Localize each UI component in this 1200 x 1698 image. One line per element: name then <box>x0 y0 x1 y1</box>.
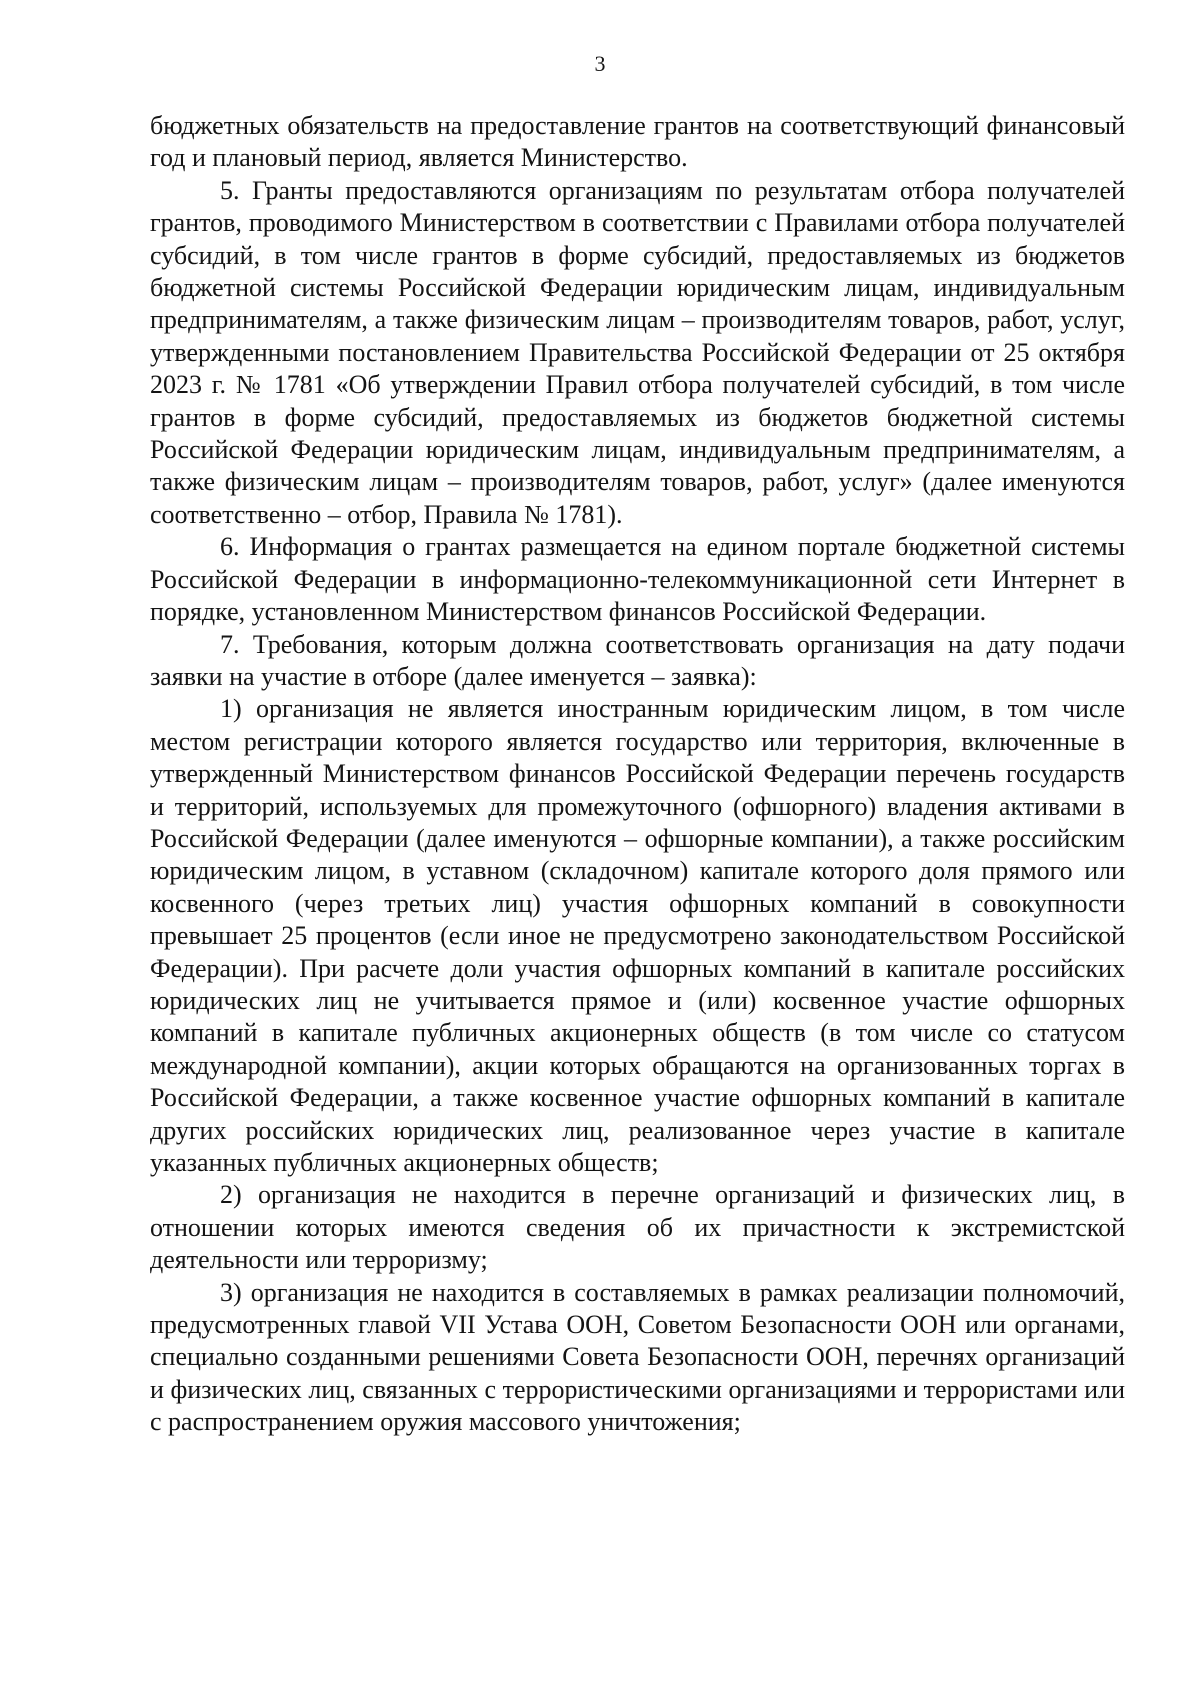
paragraph-subitem-1: 1) организация не является иностранным юридическим лицом, в том числе местом регистрации которого является государство или территория, включенные в утвержденный Министерством финансов Российской Федерации перечень государств и территорий, используемых для промежуточного (офшорного) владения активами в Российской Федерации (далее именуются – офшорные компании), а также российским юридическим лицом, в уставном (складочном) капитале которого доля прямого или косвенного (через третьих лиц) участия офшорных компаний в совокупности превышает 25 процентов (если иное не предусмотрено законодательством Российской Федерации). При расчете доли участия офшорных компаний в капитале российских юридических лиц не учитывается прямое и (или) косвенное участие офшорных компаний в капитале публичных акционерных обществ (в том числе со статусом международной компании), акции которых обращаются на организованных торгах в Российской Федерации, а также косвенное участие офшорных компаний в капитале других российских юридических лиц, реализованное через участие в капитале указанных публичных акционерных обществ; <box>150 694 1125 1177</box>
paragraph-subitem-2: 2) организация не находится в перечне организаций и физических лиц, в отношении которых имеются сведения об их причастности к экстремистской деятельности или терроризму; <box>150 1180 1125 1275</box>
page-number: 3 <box>594 51 606 76</box>
paragraph-item-6: 6. Информация о грантах размещается на едином портале бюджетной системы Российской Федерации в информационно-телекоммуникационной сети Интернет в порядке, установленном Министерством финансов Российской Федерации. <box>150 532 1125 627</box>
paragraph-item-5: 5. Гранты предоставляются организациям по результатам отбора получателей грантов, проводимого Министерством в соответствии с Правилами отбора получателей субсидий, в том числе грантов в форме субсидий, предоставляемых из бюджетов бюджетной системы Российской Федерации юридическим лицам, индивидуальным предпринимателям, а также физическим лицам – производителям товаров, работ, услуг, утвержденными постановлением Правительства Российской Федерации от 25 октября 2023 г. № 1781 «Об утверждении Правил отбора получателей субсидий, в том числе грантов в форме субсидий, предоставляемых из бюджетов бюджетной системы Российской Федерации юридическим лицам, индивидуальным предпринимателям, а также физическим лицам – производителям товаров, работ, услуг» (далее именуются соответственно – отбор, Правила № 1781). <box>150 175 1125 529</box>
document-body <box>150 110 1125 1439</box>
paragraph-subitem-3: 3) организация не находится в составляемых в рамках реализации полномочий, предусмотренных главой VII Устава ООН, Советом Безопасности ООН или органами, специально созданными решениями Совета Безопасности ООН, перечнях организаций и физических лиц, связанных с террористическими организациями и террористами или с распространением оружия массового уничтожения; <box>150 1277 1125 1437</box>
paragraph-continuation: бюджетных обязательств на предоставление грантов на соответствующий финансовый год и плановый период, является Министерство. <box>150 111 1125 173</box>
paragraph-item-7: 7. Требования, которым должна соответствовать организация на дату подачи заявки на участие в отборе (далее именуется – заявка): <box>150 629 1125 691</box>
